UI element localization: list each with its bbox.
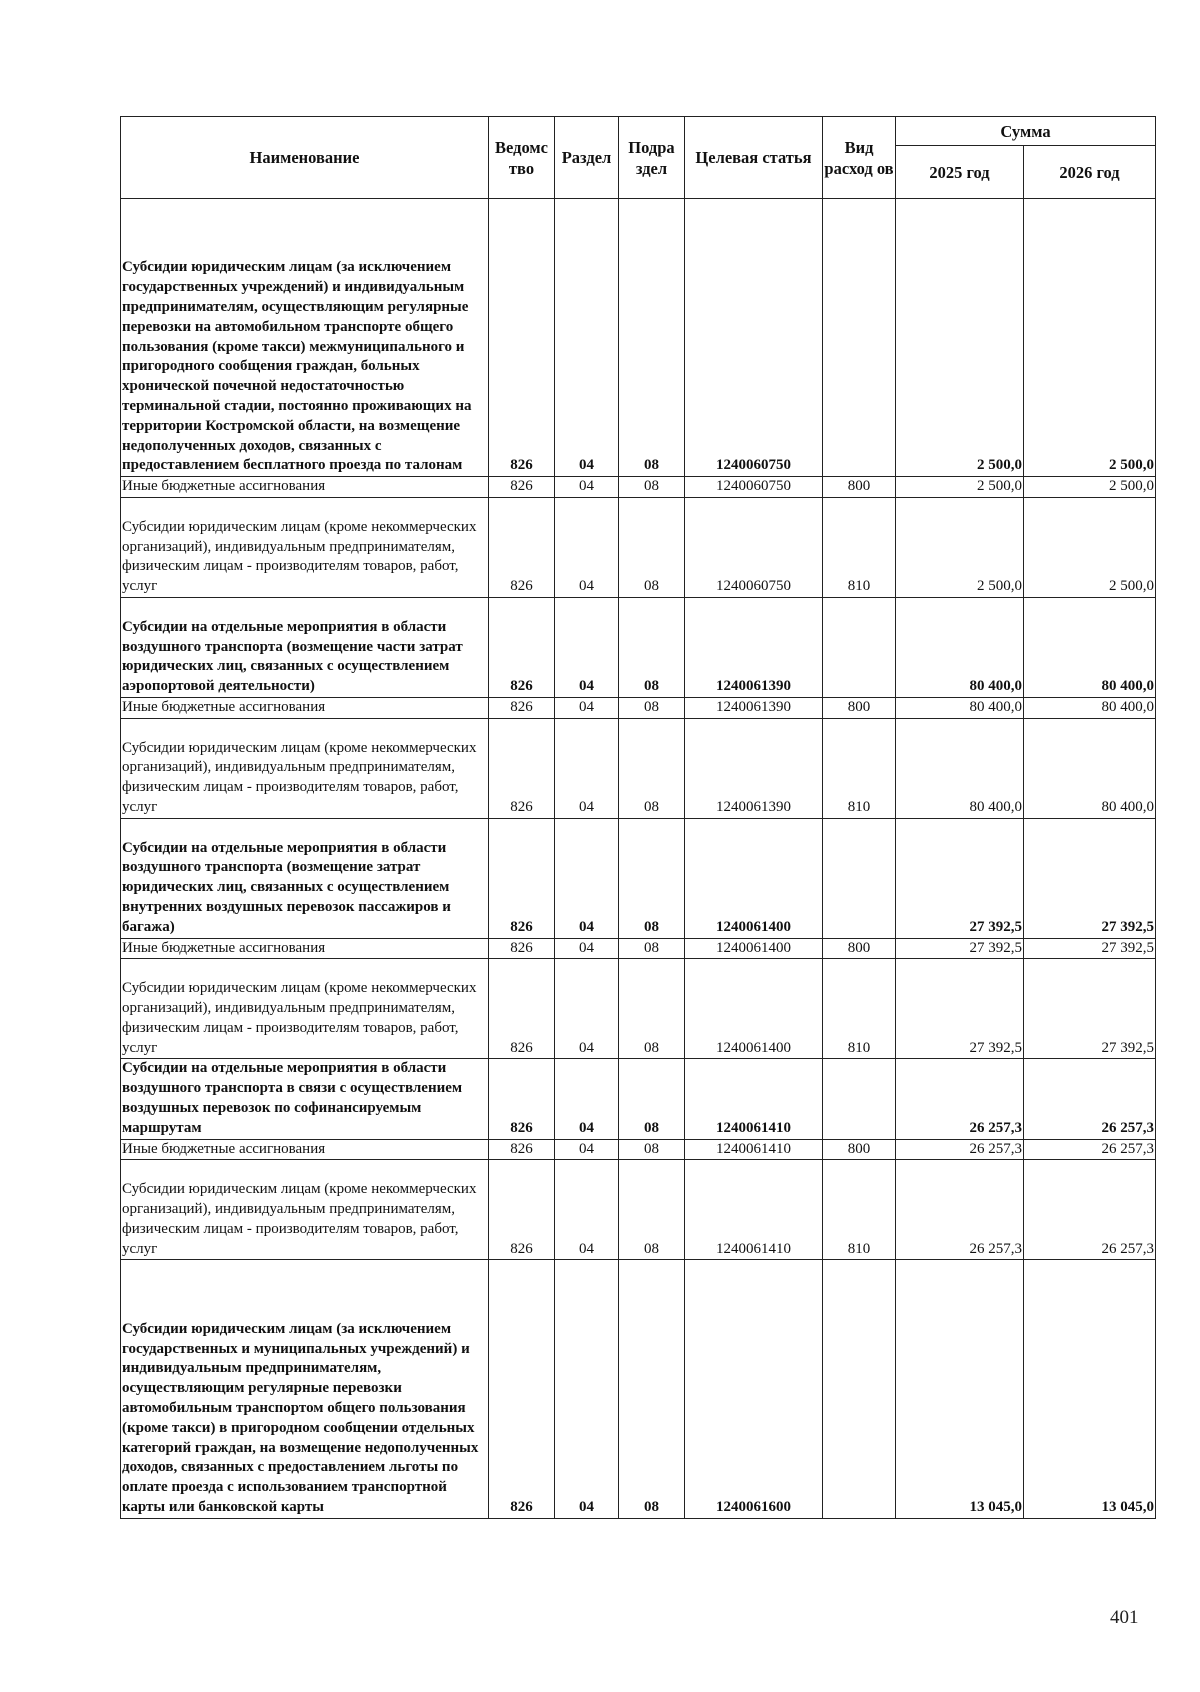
table-row — [121, 938, 1156, 959]
table-row — [121, 199, 1156, 477]
vedomstvo-cell: 826 — [489, 959, 555, 1059]
podrazdel-cell: 08 — [619, 818, 685, 938]
sum-2025-cell: 2 500,0 — [896, 199, 1024, 477]
row-name-cell: Субсидии юридическим лицам (за исключением государственных и муниципальных учреждений) и индивидуальным предпринимателям, осуществляющим регулярные перевозки автомобильным транспортом общего пользования (кроме такси) в пригородном сообщении отдельных категорий граждан, на возмещение недополученных доходов, связанных с предоставлением льготы по оплате проезда с использованием транспортной карты или банковской карты — [121, 1260, 489, 1518]
budget-table — [120, 116, 1156, 1519]
razdel-cell: 04 — [555, 497, 619, 597]
header-podrazdel: Подра здел — [619, 117, 685, 199]
podrazdel-cell: 08 — [619, 1260, 685, 1518]
vid-rashodov-cell: 800 — [823, 697, 896, 718]
celevaya-statya-cell: 1240061400 — [685, 938, 823, 959]
podrazdel-cell: 08 — [619, 477, 685, 498]
razdel-cell: 04 — [555, 938, 619, 959]
table-row — [121, 1260, 1156, 1518]
vedomstvo-cell: 826 — [489, 718, 555, 818]
table-body — [121, 199, 1156, 1519]
row-name-cell: Субсидии юридическим лицам (кроме некоммерческих организаций), индивидуальным предпринимателям, физическим лицам - производителям товаров, работ, услуг — [121, 1160, 489, 1260]
table-row — [121, 959, 1156, 1059]
podrazdel-cell: 08 — [619, 497, 685, 597]
vedomstvo-cell: 826 — [489, 1059, 555, 1139]
sum-2026-cell: 27 392,5 — [1024, 938, 1156, 959]
sum-2026-cell: 13 045,0 — [1024, 1260, 1156, 1518]
table-row — [121, 697, 1156, 718]
row-name-cell: Субсидии юридическим лицам (кроме некоммерческих организаций), индивидуальным предпринимателям, физическим лицам - производителям товаров, работ, услуг — [121, 718, 489, 818]
vid-rashodov-cell: 810 — [823, 718, 896, 818]
header-razdel: Раздел — [555, 117, 619, 199]
vedomstvo-cell: 826 — [489, 1139, 555, 1160]
vid-rashodov-cell — [823, 818, 896, 938]
table-row — [121, 1059, 1156, 1139]
row-name-cell: Иные бюджетные ассигнования — [121, 477, 489, 498]
podrazdel-cell: 08 — [619, 1160, 685, 1260]
vedomstvo-cell: 826 — [489, 938, 555, 959]
podrazdel-cell: 08 — [619, 718, 685, 818]
celevaya-statya-cell: 1240061400 — [685, 959, 823, 1059]
sum-2025-cell: 26 257,3 — [896, 1160, 1024, 1260]
row-name-cell: Субсидии на отдельные мероприятия в области воздушного транспорта в связи с осуществлением воздушных перевозок по софинансируемым маршрутам — [121, 1059, 489, 1139]
row-name-cell: Иные бюджетные ассигнования — [121, 1139, 489, 1160]
razdel-cell: 04 — [555, 597, 619, 697]
vedomstvo-cell: 826 — [489, 697, 555, 718]
podrazdel-cell: 08 — [619, 1139, 685, 1160]
header-vedomstvo: Ведомс тво — [489, 117, 555, 199]
header-summa: Сумма — [896, 117, 1156, 146]
sum-2026-cell: 26 257,3 — [1024, 1160, 1156, 1260]
sum-2026-cell: 80 400,0 — [1024, 718, 1156, 818]
podrazdel-cell: 08 — [619, 938, 685, 959]
celevaya-statya-cell: 1240061410 — [685, 1139, 823, 1160]
vid-rashodov-cell: 800 — [823, 1139, 896, 1160]
row-name-cell: Субсидии юридическим лицам (за исключением государственных учреждений) и индивидуальным предпринимателям, осуществляющим регулярные перевозки на автомобильном транспорте общего пользования (кроме такси) межмуниципального и пригородного сообщения граждан, больных хронической почечной недостаточностью терминальной стадии, постоянно проживающих на территории Костромской области, на возмещение недополученных доходов, связанных с предоставлением бесплатного проезда по талонам — [121, 199, 489, 477]
row-name-cell: Иные бюджетные ассигнования — [121, 697, 489, 718]
sum-2025-cell: 80 400,0 — [896, 697, 1024, 718]
sum-2025-cell: 27 392,5 — [896, 938, 1024, 959]
sum-2025-cell: 80 400,0 — [896, 718, 1024, 818]
sum-2026-cell: 2 500,0 — [1024, 199, 1156, 477]
vid-rashodov-cell: 810 — [823, 959, 896, 1059]
sum-2025-cell: 2 500,0 — [896, 497, 1024, 597]
sum-2025-cell: 27 392,5 — [896, 959, 1024, 1059]
podrazdel-cell: 08 — [619, 199, 685, 477]
podrazdel-cell: 08 — [619, 959, 685, 1059]
celevaya-statya-cell: 1240061410 — [685, 1160, 823, 1260]
razdel-cell: 04 — [555, 697, 619, 718]
table-row — [121, 718, 1156, 818]
table-row — [121, 477, 1156, 498]
vid-rashodov-cell: 810 — [823, 1160, 896, 1260]
sum-2025-cell: 26 257,3 — [896, 1059, 1024, 1139]
sum-2026-cell: 2 500,0 — [1024, 497, 1156, 597]
vid-rashodov-cell — [823, 1260, 896, 1518]
vid-rashodov-cell — [823, 1059, 896, 1139]
vid-rashodov-cell: 810 — [823, 497, 896, 597]
vedomstvo-cell: 826 — [489, 1160, 555, 1260]
sum-2026-cell: 27 392,5 — [1024, 818, 1156, 938]
header-2025: 2025 год — [896, 146, 1024, 199]
table-row — [121, 818, 1156, 938]
podrazdel-cell: 08 — [619, 1059, 685, 1139]
sum-2026-cell: 26 257,3 — [1024, 1139, 1156, 1160]
razdel-cell: 04 — [555, 959, 619, 1059]
vid-rashodov-cell — [823, 199, 896, 477]
vedomstvo-cell: 826 — [489, 1260, 555, 1518]
celevaya-statya-cell: 1240061390 — [685, 597, 823, 697]
razdel-cell: 04 — [555, 1059, 619, 1139]
sum-2026-cell: 80 400,0 — [1024, 697, 1156, 718]
razdel-cell: 04 — [555, 1139, 619, 1160]
sum-2026-cell: 27 392,5 — [1024, 959, 1156, 1059]
sum-2025-cell: 27 392,5 — [896, 818, 1024, 938]
vedomstvo-cell: 826 — [489, 497, 555, 597]
celevaya-statya-cell: 1240060750 — [685, 497, 823, 597]
celevaya-statya-cell: 1240061390 — [685, 718, 823, 818]
vid-rashodov-cell: 800 — [823, 938, 896, 959]
row-name-cell: Субсидии юридическим лицам (кроме некоммерческих организаций), индивидуальным предпринимателям, физическим лицам - производителям товаров, работ, услуг — [121, 959, 489, 1059]
sum-2025-cell: 26 257,3 — [896, 1139, 1024, 1160]
row-name-cell: Субсидии на отдельные мероприятия в области воздушного транспорта (возмещение части затрат юридических лиц, связанных с осуществлением аэропортовой деятельности) — [121, 597, 489, 697]
header-name: Наименование — [121, 117, 489, 199]
celevaya-statya-cell: 1240061600 — [685, 1260, 823, 1518]
row-name-cell: Субсидии юридическим лицам (кроме некоммерческих организаций), индивидуальным предпринимателям, физическим лицам - производителям товаров, работ, услуг — [121, 497, 489, 597]
vid-rashodov-cell — [823, 597, 896, 697]
table-row — [121, 1160, 1156, 1260]
podrazdel-cell: 08 — [619, 697, 685, 718]
vedomstvo-cell: 826 — [489, 199, 555, 477]
celevaya-statya-cell: 1240061390 — [685, 697, 823, 718]
table-row — [121, 497, 1156, 597]
page-number: 401 — [1110, 1607, 1139, 1628]
row-name-cell: Иные бюджетные ассигнования — [121, 938, 489, 959]
vedomstvo-cell: 826 — [489, 818, 555, 938]
razdel-cell: 04 — [555, 1160, 619, 1260]
razdel-cell: 04 — [555, 199, 619, 477]
razdel-cell: 04 — [555, 718, 619, 818]
table-row — [121, 597, 1156, 697]
celevaya-statya-cell: 1240061410 — [685, 1059, 823, 1139]
sum-2026-cell: 80 400,0 — [1024, 597, 1156, 697]
vedomstvo-cell: 826 — [489, 597, 555, 697]
vedomstvo-cell: 826 — [489, 477, 555, 498]
vid-rashodov-cell: 800 — [823, 477, 896, 498]
sum-2026-cell: 2 500,0 — [1024, 477, 1156, 498]
row-name-cell: Субсидии на отдельные мероприятия в области воздушного транспорта (возмещение затрат юридических лиц, связанных с осуществлением внутренних воздушных перевозок пассажиров и багажа) — [121, 818, 489, 938]
celevaya-statya-cell: 1240061400 — [685, 818, 823, 938]
razdel-cell: 04 — [555, 818, 619, 938]
celevaya-statya-cell: 1240060750 — [685, 199, 823, 477]
table-row — [121, 1139, 1156, 1160]
podrazdel-cell: 08 — [619, 597, 685, 697]
celevaya-statya-cell: 1240060750 — [685, 477, 823, 498]
header-2026: 2026 год — [1024, 146, 1156, 199]
header-vid-rashodov: Вид расход ов — [823, 117, 896, 199]
razdel-cell: 04 — [555, 1260, 619, 1518]
header-celevaya-statya: Целевая статья — [685, 117, 823, 199]
sum-2025-cell: 2 500,0 — [896, 477, 1024, 498]
sum-2025-cell: 80 400,0 — [896, 597, 1024, 697]
sum-2026-cell: 26 257,3 — [1024, 1059, 1156, 1139]
sum-2025-cell: 13 045,0 — [896, 1260, 1024, 1518]
razdel-cell: 04 — [555, 477, 619, 498]
